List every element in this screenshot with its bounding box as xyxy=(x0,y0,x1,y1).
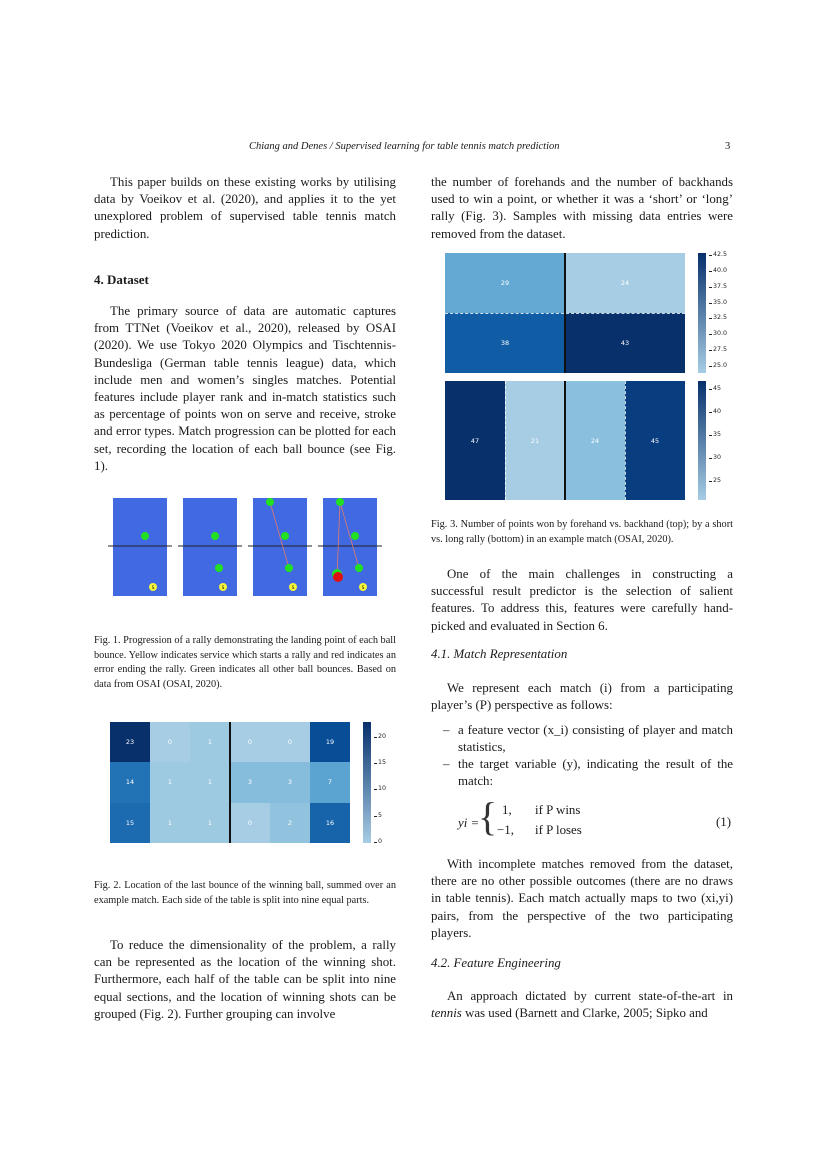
fig2-heatmap xyxy=(110,722,350,843)
heatmap-cell: 21 xyxy=(505,381,565,500)
colorbar-tick-label: 5 xyxy=(378,811,383,819)
heatmap-cell: 1 xyxy=(190,803,230,843)
fig1-panel-1 xyxy=(108,498,172,596)
heatmap-dashed-divider xyxy=(445,313,685,314)
equation-case2-value: −1, xyxy=(497,823,514,837)
equation-case1-condition: if P wins xyxy=(535,803,581,817)
heatmap-cell: 0 xyxy=(270,722,310,762)
heatmap-cell: 1 xyxy=(150,762,190,802)
right-para-1: the number of forehands and the number of backhands used to win a point, or whether it was a ‘short’ or ‘long’ rally (Fig. 3). Samples with missing data entries were removed from the dataset. xyxy=(431,175,733,241)
right-para-3: We represent each match (i) from a participating player’s (P) perspective as follows: xyxy=(431,681,733,713)
colorbar-tick-label: 25.0 xyxy=(713,361,728,369)
serve-label: S xyxy=(221,585,225,590)
colorbar-tick-label: 30 xyxy=(713,453,722,461)
subsection-match-representation: 4.1. Match Representation xyxy=(431,647,568,661)
equation-lhs: yi = xyxy=(458,816,480,830)
colorbar-tick-label: 20 xyxy=(378,732,387,740)
equation-case1-value: 1, xyxy=(502,803,512,817)
serve-label: S xyxy=(291,585,295,590)
table-surface xyxy=(113,498,167,596)
section-title-dataset: 4. Dataset xyxy=(94,272,149,287)
heatmap-cell: 19 xyxy=(310,722,350,762)
fig3-top-colorbar xyxy=(698,253,706,373)
left-para-1: This paper builds on these existing works by utilising data by Voeikov et al. (2020), and applies it to the yet unexplored problem of supervised table tennis match prediction. xyxy=(94,175,396,241)
heatmap-cell: 1 xyxy=(190,762,230,802)
heatmap-dashed-divider xyxy=(505,381,506,500)
colorbar-tick-label: 32.5 xyxy=(713,314,728,322)
serve-label: S xyxy=(151,585,155,590)
colorbar-tick-label: 30.0 xyxy=(713,330,728,338)
subsection-feature-engineering: 4.2. Feature Engineering xyxy=(431,956,561,970)
heatmap-cell: 43 xyxy=(565,313,685,373)
colorbar-tick-label: 15 xyxy=(378,759,387,767)
serve-label: S xyxy=(361,585,365,590)
running-header: Chiang and Denes / Supervised learning for table tennis match prediction xyxy=(249,141,560,152)
bullet-target-variable: the target variable (y), indicating the result of the match: xyxy=(458,757,733,789)
right-para-4: With incomplete matches removed from the dataset, there are no other possible outcomes (there are no draws in table tennis). Each match actually maps to two (xi,yi) pairs, from the perspective of the two participating players. xyxy=(431,857,733,940)
heatmap-cell: 24 xyxy=(565,381,625,500)
fig3-bottom-colorbar-ticks xyxy=(709,381,739,500)
colorbar-tick-label: 0 xyxy=(378,838,383,845)
fig3-top-heatmap xyxy=(445,253,685,373)
fig3-bottom-heatmap xyxy=(445,381,685,500)
fig2-caption: Fig. 2. Location of the last bounce of the winning ball, summed over an example match. Each side of the table is split into nine equal parts. xyxy=(94,880,396,906)
heatmap-cell: 7 xyxy=(310,762,350,802)
colorbar-tick-label: 40.0 xyxy=(713,266,728,274)
fig3-top-colorbar-ticks xyxy=(709,253,739,373)
green-bounce xyxy=(141,532,149,540)
fig1-rally-progression xyxy=(108,494,393,602)
equation-number: (1) xyxy=(716,815,732,829)
heatmap-cell: 23 xyxy=(110,722,150,762)
colorbar-tick-label: 45 xyxy=(713,385,722,393)
fig1-caption: Fig. 1. Progression of a rally demonstrating the landing point of each ball bounce. Yellow indicates service which starts a rally and red indicates an error ending the rally. Green indicates all other ball bounces. Based on data from OSAI (OSAI, 2020). xyxy=(94,635,396,690)
colorbar-tick-label: 25 xyxy=(713,476,722,484)
heatmap-cell: 0 xyxy=(230,722,270,762)
fig3-caption: Fig. 3. Number of points won by forehand vs. backhand (top); by a short vs. long rally (bottom) in an example match (OSAI, 2020). xyxy=(431,519,733,545)
heatmap-cell: 29 xyxy=(445,253,565,313)
heatmap-cell: 1 xyxy=(190,722,230,762)
heatmap-cell: 3 xyxy=(230,762,270,802)
colorbar-tick-label: 10 xyxy=(378,785,387,793)
heatmap-divider xyxy=(229,722,231,843)
bullet-feature-vector: a feature vector (x_i) consisting of player and match statistics, xyxy=(458,723,733,755)
heatmap-cell: 15 xyxy=(110,803,150,843)
bullet-dash-2: – xyxy=(443,757,450,771)
equation-case2-condition: if P loses xyxy=(535,823,582,837)
heatmap-cell: 14 xyxy=(110,762,150,802)
colorbar-tick-label: 35.0 xyxy=(713,298,728,306)
colorbar-tick-label: 35 xyxy=(713,430,722,438)
heatmap-cell: 24 xyxy=(565,253,685,313)
heatmap-cell: 2 xyxy=(270,803,310,843)
red-error xyxy=(333,572,343,582)
heatmap-cell: 45 xyxy=(625,381,685,500)
colorbar-tick-label: 37.5 xyxy=(713,282,728,290)
heatmap-divider xyxy=(564,381,566,500)
bullet-dash-1: – xyxy=(443,723,450,737)
heatmap-cell: 0 xyxy=(230,803,270,843)
fig1-panel-4 xyxy=(318,498,382,596)
fig3-bottom-colorbar xyxy=(698,381,706,500)
heatmap-cell: 16 xyxy=(310,803,350,843)
fig2-colorbar xyxy=(363,722,371,843)
colorbar-tick-label: 42.5 xyxy=(713,251,728,259)
heatmap-cell: 0 xyxy=(150,722,190,762)
heatmap-cell: 47 xyxy=(445,381,505,500)
right-para-5: An approach dictated by current state-of-the-art in tennis was used (Barnett and Clarke, 2005; Sipko and xyxy=(431,989,733,1021)
left-para-2: The primary source of data are automatic captures from TTNet (Voeikov et al., 2020), released by OSAI (2020). We use Tokyo 2020 Olympics and Tischtennis-Bundesliga (German table tennis league) data, which include men and women’s singles matches. Potential features include player rank and in-match statistics such as percentage of points won on serve and receive, stroke and error types. Match progression can be plotted for each set, recording the location of each ball bounce (see Fig. 1). xyxy=(94,304,396,473)
heatmap-dashed-divider xyxy=(625,381,626,500)
right-para-2: One of the main challenges in constructing a successful result predictor is the selection of salient features. To address this, features were carefully hand-picked and evaluated in Section 6. xyxy=(431,567,733,633)
colorbar-tick-label: 27.5 xyxy=(713,345,728,353)
fig1-panel-2 xyxy=(178,498,242,596)
heatmap-cell: 1 xyxy=(150,803,190,843)
fig1-panel-3 xyxy=(248,498,312,596)
fig2-colorbar-ticks xyxy=(374,722,394,843)
left-para-3: To reduce the dimensionality of the problem, a rally can be represented as the location of the winning shot. Furthermore, each half of the table can be split into nine equal sections, and the location of winning shots can be grouped (Fig. 2). Further grouping can involve xyxy=(94,938,396,1021)
page-number: 3 xyxy=(725,141,731,152)
heatmap-cell: 3 xyxy=(270,762,310,802)
equation-brace: { xyxy=(478,794,498,839)
heatmap-cell: 38 xyxy=(445,313,565,373)
colorbar-tick-label: 40 xyxy=(713,408,722,416)
